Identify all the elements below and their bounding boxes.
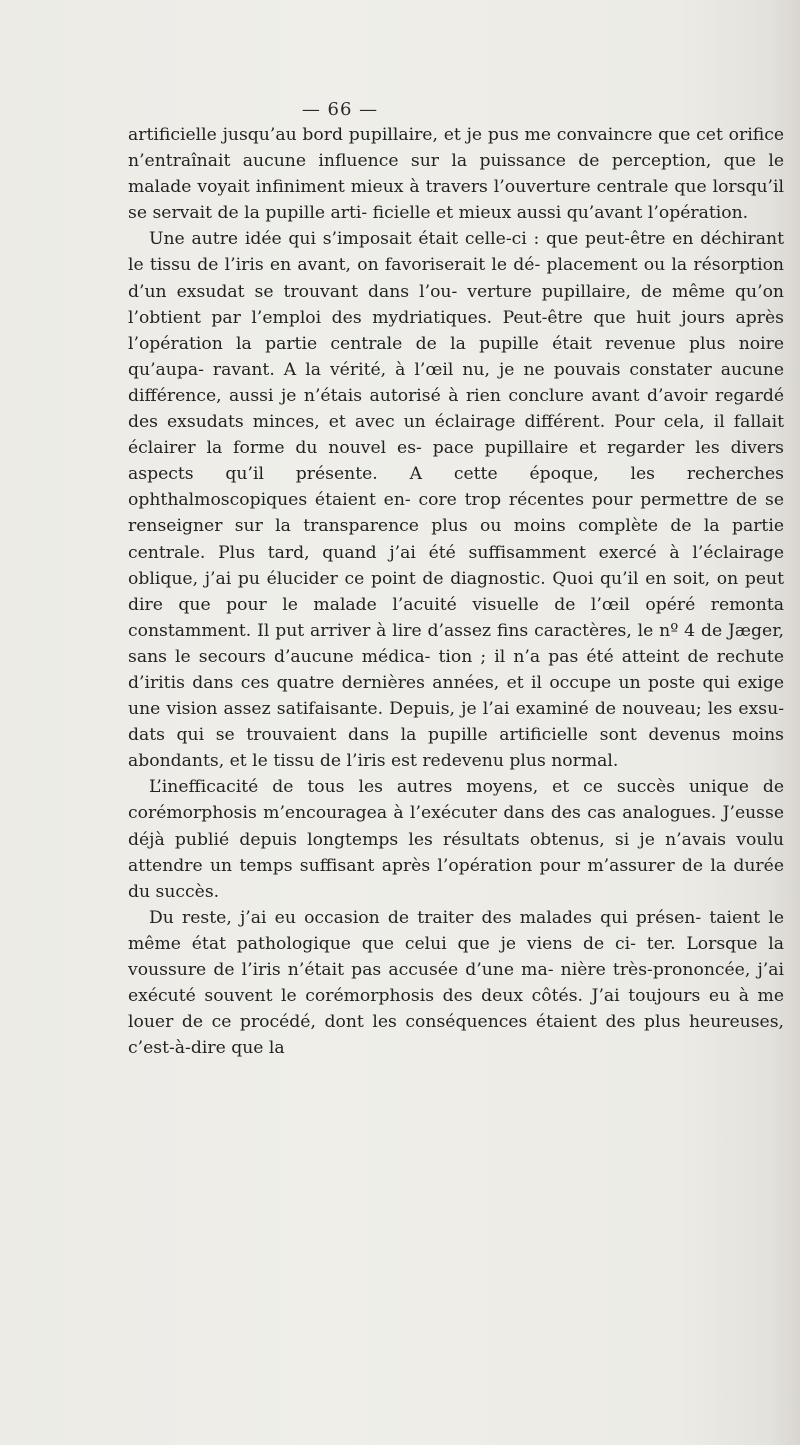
paragraph-du-reste: Du reste, j’ai eu occasion de traiter des malades qui présen- taient le même état pathologique que celui que je viens de ci- ter. Lorsque la voussure de l’iris n’était pas accusée d’une ma- nière très-prononcée, j’ai exécuté souvent le corémorphosis des deux côtés. J’ai toujours eu à me louer de ce procédé, dont les conséquences étaient des plus heureuses, c’est-à-dire que la (128, 907, 784, 1059)
paragraph-inefficacite: L’inefficacité de tous les autres moyens, et ce succès unique de corémorphosis m’encouragea à l’exécuter dans des cas analogues. J’eusse déjà publié depuis longtemps les résultats obtenus, si je n’avais voulu attendre un temps suffisant après l’opération pour m’assurer de la durée du succès. (128, 777, 784, 902)
paragraph-iris-idea: Une autre idée qui s’imposait était celle-ci : que peut-être en déchirant le tissu de l’iris en avant, on favoriserait le dé- placement ou la résorption d’un exsudat se trouvant dans l’ou- verture pupillaire, de même qu’on l’obtient par l’emploi des mydriatiques. Peut-être que huit jours après l’opération la partie centrale de la pupille était revenue plus noire qu’aupa- ravant. A la vérité, à l’œil nu, je ne pouvais constater aucune différence, aussi je n’étais autorisé à rien conclure avant d’avoir regardé des exsudats minces, et avec un éclairage différent. Pour cela, il fallait éclairer la forme du nouvel es- pace pupillaire et regarder les divers aspects qu’il présente. A cette époque, les recherches ophthalmoscopiques étaient en- core trop récentes pour permettre de se renseigner sur la transparence plus ou moins complète de la partie centrale. Plus tard, quand j’ai été suffisamment exercé à l’éclairage oblique, j’ai pu élucider ce point de diagnostic. Quoi qu’il en soit, on peut dire que pour le malade l’acuité visuelle de l’œil opéré remonta constamment. Il put arriver à lire d’assez fins caractères, le nº 4 de Jæger, sans le secours d’aucune médica- tion ; il n’a pas été atteint de rechute d’iritis dans ces quatre dernières années, et il occupe un poste qui exige une vision assez satifaisante. Depuis, je l’ai examiné de nouveau; les exsu- dats qui se trouvaient dans la pupille artificielle sont devenus moins abondants, et le tissu de l’iris est redevenu plus normal. (128, 229, 784, 772)
page-number: — 66 — (301, 99, 379, 120)
paragraph-continuation: artificielle jusqu’au bord pupillaire, et je pus me convaincre que cet orifice n’entraînait aucune influence sur la puissance de perception, que le malade voyait infiniment mieux à travers l’ouverture centrale que lorsqu’il se servait de la pupille arti- ficielle et mieux aussi qu’avant l’opération. (128, 125, 784, 224)
body-text (128, 122, 784, 1061)
